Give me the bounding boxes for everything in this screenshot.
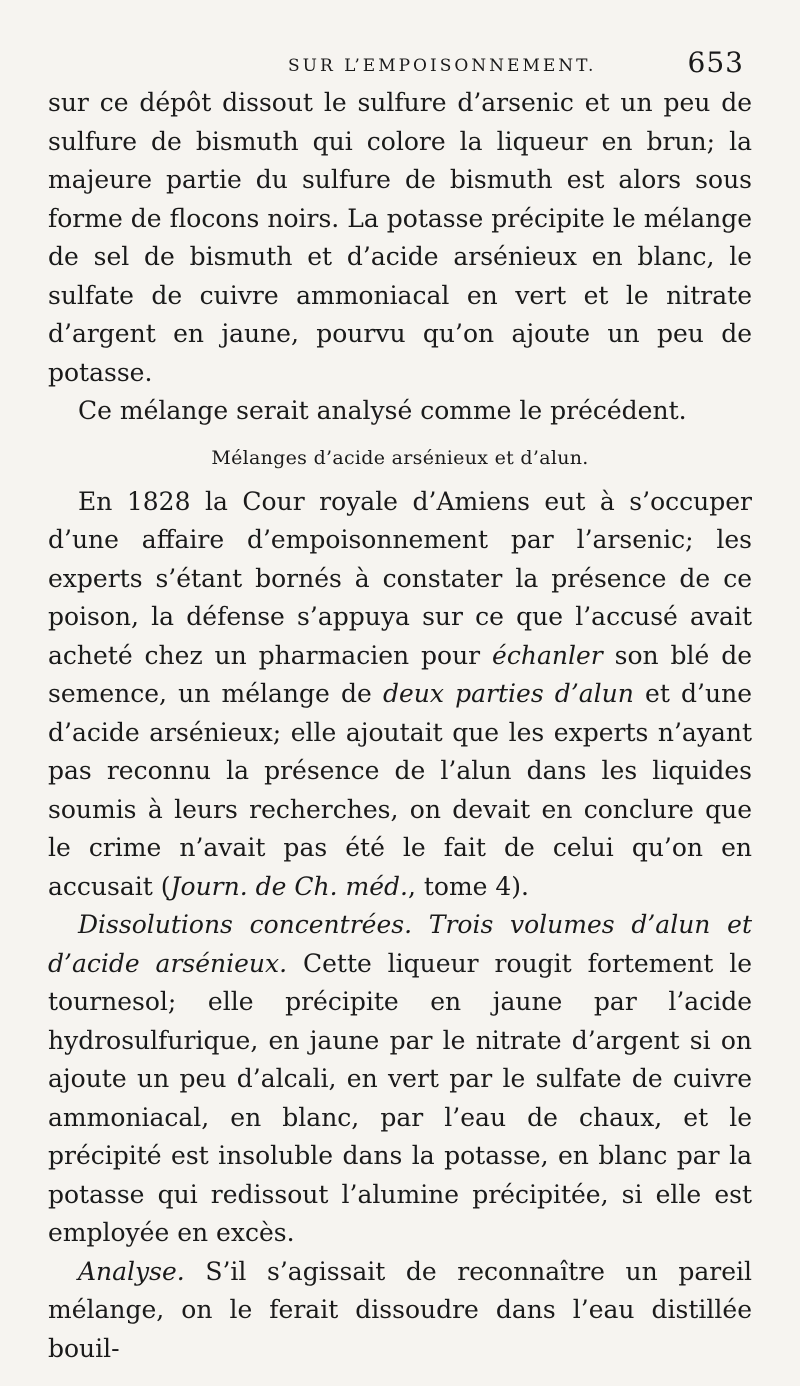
paragraph-analysis-note: Ce mélange serait analysé comme le précédent. — [78, 396, 687, 425]
body-text — [48, 84, 752, 1368]
section-heading: Mélanges d’acide arsénieux et d’alun. — [211, 446, 589, 469]
citation-journal: Journ. de Ch. méd. — [170, 871, 408, 901]
text-span: et d’une d’acide arsénieux; elle ajoutait que les experts n’ayant pas reconnu la présence de l’alun dans les liquides soumis à leurs recherches, on devait en conclure que le crime n’avait pas été le fait de celui qu’on en accusait ( — [48, 679, 752, 901]
text-span: son blé de semence, un mélange de — [48, 640, 753, 708]
running-head — [48, 40, 752, 84]
italic-heading: Dissolutions concentrées. Trois volumes d’alun et d’acide arsénieux. — [48, 910, 752, 978]
paragraph-amiens-case — [48, 483, 752, 907]
running-title: SUR L’EMPOISONNEMENT. — [288, 56, 597, 76]
italic-term: deux parties d’alun — [382, 679, 634, 708]
paragraph-dissolutions — [48, 906, 752, 1253]
text-span: En 1828 la Cour royale d’Amiens eut à s’occuper d’une affaire d’empoisonnement par l’arsenic; les experts s’étant bornés à constater la présence de ce poison, la défense s’appuya sur ce que l’accusé avait acheté chez un pharmacien pour — [48, 486, 752, 670]
text-span: S’il s’agissait de reconnaître un pareil mélange, on le ferait dissoudre dans l’eau distillée bouil- — [48, 1256, 752, 1363]
paragraph-analyse — [48, 1253, 752, 1369]
italic-heading: Analyse. — [78, 1256, 185, 1286]
page-number: 653 — [687, 46, 744, 79]
italic-term: échanler — [492, 640, 603, 670]
text-span: , tome 4). — [407, 871, 529, 901]
paragraph-continued: sur ce dépôt dissout le sulfure d’arsenic et un peu de sulfure de bismuth qui colore la liqueur en brun; la majeure partie du sulfure de bismuth est alors sous forme de flocons noirs. La potasse précipite le mélange de sel de bismuth et d’acide arsénieux en blanc, le sulfate de cuivre ammoniacal en vert et le nitrate d’argent en jaune, pourvu qu’on ajoute un peu de potasse. — [48, 88, 752, 387]
text-span: Cette liqueur rougit fortement le tournesol; elle précipite en jaune par l’acide hydrosulfurique, en jaune par le nitrate d’argent si on ajoute un peu d’alcali, en vert par le sulfate de cuivre ammoniacal, en blanc, par l’eau de chaux, et le précipité est insoluble dans la potasse, en blanc par la potasse qui redissout l’alumine précipitée, si elle est employée en excès. — [48, 948, 753, 1247]
